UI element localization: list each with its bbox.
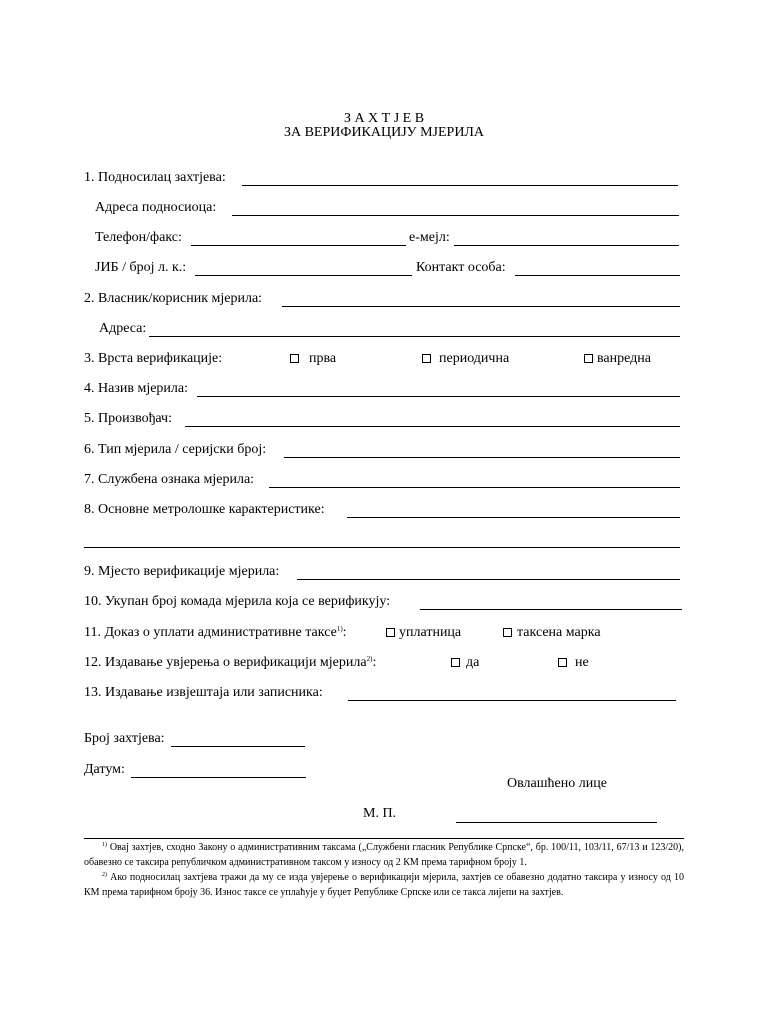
payment-slip-checkbox[interactable] [386,628,395,637]
verification-first-checkbox[interactable] [290,354,299,363]
request-number-input-line[interactable] [171,746,305,747]
owner-user-label: 2. Власник/корисник мјерила: [84,291,263,306]
verification-periodic-checkbox[interactable] [422,354,431,363]
payment-slip-label: уплатница [399,625,462,640]
total-count-input-line[interactable] [420,609,682,610]
manufacturer-input-line[interactable] [185,426,680,427]
email-input-line[interactable] [454,245,679,246]
request-number-label: Број захтјева: [84,731,165,746]
total-count-label: 10. Укупан број комада мјерила која се верификују: [84,594,391,609]
contact-person-input-line[interactable] [515,275,680,276]
footnote-1: $^{1)}$ Овај захтјев, сходно Закону о административним таксама („Службени гласник Републике Српске“, бр. 100/11, 103/11, 67/13 и 123/20), обавезно се таксира републичком административном таксом у износу од 2 КМ према тарифном броју 1. [84,842,684,868]
type-serial-label: 6. Тип мјерила / серијски број: [84,442,267,457]
certificate-no-label: не [575,655,589,670]
official-mark-input-line[interactable] [269,487,680,488]
date-label: Датум: [84,762,125,777]
metrological-characteristics-input-line[interactable] [347,517,680,518]
verification-first-label: прва [309,351,337,366]
phone-fax-input-line[interactable] [191,245,406,246]
jib-id-label: ЈИБ / број л. к.: [95,260,187,275]
metrological-characteristics-label: 8. Основне метролошке карактеристике: [84,502,325,517]
verification-place-label: 9. Мјесто верификације мјерила: [84,564,280,579]
contact-person-label: Контакт особа: [416,260,506,275]
certificate-yes-checkbox[interactable] [451,658,460,667]
certificate-yes-label: да [466,655,480,670]
manufacturer-label: 5. Произвођач: [84,411,172,426]
verification-type-label: 3. Врста верификације: [84,351,223,366]
signature-line[interactable] [456,822,657,823]
email-label: е-мејл: [409,230,450,245]
payment-proof-label: 11. Доказ о уплати административне таксе$^{1)}$: [84,625,347,640]
owner-address-label: Адреса: [99,321,147,336]
form-subtitle: ЗА ВЕРИФИКАЦИЈУ МЈЕРИЛА [283,125,485,140]
verification-extraordinary-checkbox[interactable] [584,354,593,363]
applicant-address-input-line[interactable] [232,215,679,216]
report-issuance-input-line[interactable] [348,700,676,701]
date-input-line[interactable] [131,777,306,778]
verification-extraordinary-label: ванредна [597,351,651,366]
authorized-person-label: Овлашћено лице [507,776,607,791]
jib-id-input-line[interactable] [195,275,412,276]
tax-stamp-label: таксена марка [517,625,601,640]
instrument-name-input-line[interactable] [197,396,680,397]
metrological-characteristics-input-line-2[interactable] [84,547,680,548]
certificate-issuance-label: 12. Издавање увјерења о верификацији мјерила$^{2)}$: [84,655,377,670]
tax-stamp-checkbox[interactable] [503,628,512,637]
seal-placeholder-label: М. П. [363,806,397,821]
form-title: З А Х Т Ј Е В [343,111,425,126]
applicant-input-line[interactable] [242,185,678,186]
verification-place-input-line[interactable] [297,579,680,580]
footnote-2: $^{2)}$ Ако подносилац захтјева тражи да му се изда увјерење о верификацији мјерила, захтјев се обавезно додатно таксира у износу од 10 КМ према тарифном броју 36. Износ таксе се уплаћује у буџет Републике Српске или се такса лијепи на захтјев. [84,872,684,898]
verification-periodic-label: периодична [439,351,510,366]
footnote-separator [84,838,684,839]
applicant-address-label: Адреса подносиоца: [95,200,217,215]
owner-user-input-line[interactable] [282,306,680,307]
phone-fax-label: Телефон/факс: [95,230,182,245]
official-mark-label: 7. Службена ознака мјерила: [84,472,255,487]
instrument-name-label: 4. Назив мјерила: [84,381,189,396]
certificate-no-checkbox[interactable] [558,658,567,667]
report-issuance-label: 13. Издавање извјештаја или записника: [84,685,323,700]
owner-address-input-line[interactable] [149,336,680,337]
type-serial-input-line[interactable] [284,457,680,458]
applicant-label: 1. Подносилац захтјева: [84,170,226,185]
